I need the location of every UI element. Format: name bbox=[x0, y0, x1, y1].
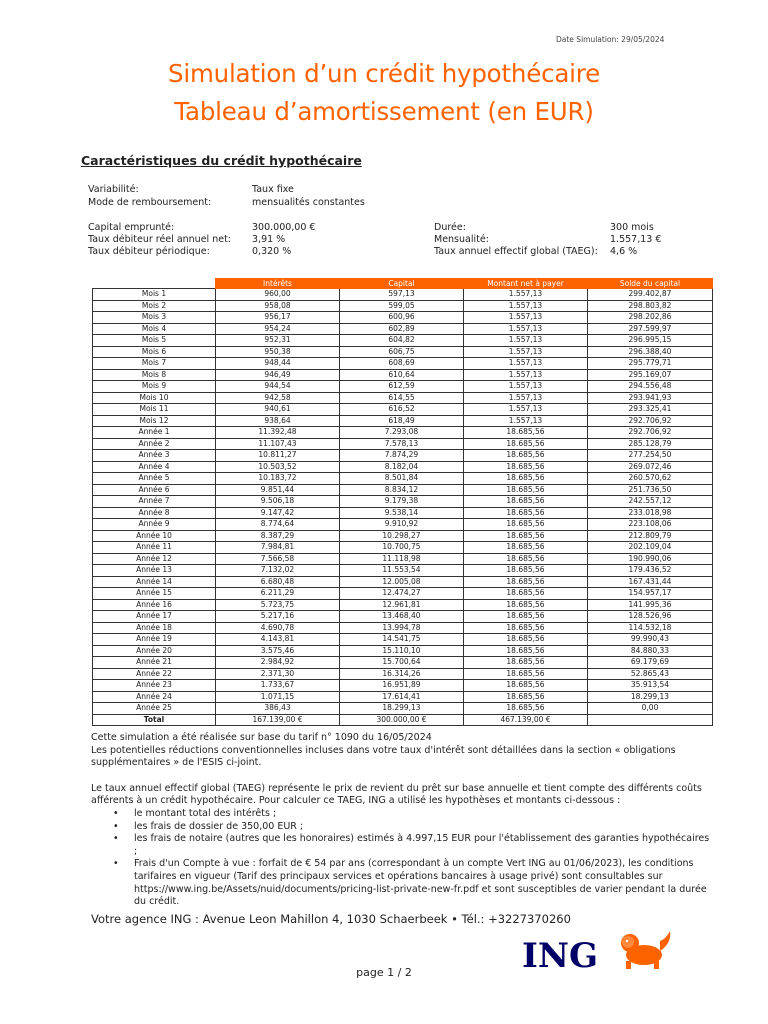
cell-montant-net: 467.139,00 € bbox=[464, 714, 588, 726]
page-title: Simulation d’un crédit hypothécaire bbox=[168, 59, 600, 88]
table-row bbox=[93, 404, 713, 416]
cell-interets: 4.143,81 bbox=[216, 634, 340, 646]
taeg-hypotheses-list bbox=[91, 808, 711, 909]
cell-montant-net: 18.685,56 bbox=[464, 576, 588, 588]
cell-interets: 948,44 bbox=[216, 358, 340, 370]
cell-row-label: Année 1 bbox=[93, 427, 216, 439]
cell-montant-net: 18.685,56 bbox=[464, 588, 588, 600]
cell-interets: 938,64 bbox=[216, 415, 340, 427]
cell-montant-net: 1.557,13 bbox=[464, 300, 588, 312]
cell-solde: 295.169,07 bbox=[588, 369, 713, 381]
page-subtitle: Tableau d’amortissement (en EUR) bbox=[174, 97, 594, 126]
table-header-row bbox=[93, 279, 713, 289]
cell-montant-net: 1.557,13 bbox=[464, 404, 588, 416]
cell-solde: 212.809,79 bbox=[588, 530, 713, 542]
cell-solde: 293.325,41 bbox=[588, 404, 713, 416]
cell-row-label: Année 12 bbox=[93, 553, 216, 565]
table-row bbox=[93, 484, 713, 496]
note-taeg: Le taux annuel effectif global (TAEG) représente le prix de revient du prêt sur base annuelle et tient compte des différents coûts afférents à un crédit hypothécaire. Pour calculer ce TAEG, ING a utilisé les hypothèses et montants ci-dessous : bbox=[91, 782, 702, 807]
table-row bbox=[93, 565, 713, 577]
cell-capital: 616,52 bbox=[340, 404, 464, 416]
cell-solde: 297.599,97 bbox=[588, 323, 713, 335]
cell-solde: 18.299,13 bbox=[588, 691, 713, 703]
table-row bbox=[93, 392, 713, 404]
cell-capital: 16.314,26 bbox=[340, 668, 464, 680]
cell-interets: 167.139,00 € bbox=[216, 714, 340, 726]
cell-row-label: Année 4 bbox=[93, 461, 216, 473]
cell-solde: 179.436,52 bbox=[588, 565, 713, 577]
cell-interets: 7.566,58 bbox=[216, 553, 340, 565]
cell-capital: 614,55 bbox=[340, 392, 464, 404]
taux-periodique-value: 0,320 % bbox=[252, 246, 292, 257]
table-row bbox=[93, 496, 713, 508]
cell-solde: 251.736,50 bbox=[588, 484, 713, 496]
cell-montant-net: 18.685,56 bbox=[464, 599, 588, 611]
cell-solde: 242.557,12 bbox=[588, 496, 713, 508]
section-title: Caractéristiques du crédit hypothécaire bbox=[81, 153, 362, 168]
amortization-table bbox=[92, 278, 713, 726]
table-row bbox=[93, 542, 713, 554]
cell-interets: 952,31 bbox=[216, 335, 340, 347]
cell-montant-net: 18.685,56 bbox=[464, 427, 588, 439]
cell-row-label: Année 6 bbox=[93, 484, 216, 496]
table-row bbox=[93, 473, 713, 485]
cell-row-label: Année 22 bbox=[93, 668, 216, 680]
cell-row-label: Mois 5 bbox=[93, 335, 216, 347]
table-row bbox=[93, 691, 713, 703]
cell-interets: 6.680,48 bbox=[216, 576, 340, 588]
table-row bbox=[93, 335, 713, 347]
cell-solde: 269.072,46 bbox=[588, 461, 713, 473]
cell-solde: 293.941,93 bbox=[588, 392, 713, 404]
cell-solde: 299.402,87 bbox=[588, 289, 713, 301]
cell-row-label: Année 18 bbox=[93, 622, 216, 634]
cell-solde: 277.254,50 bbox=[588, 450, 713, 462]
table-row bbox=[93, 427, 713, 439]
cell-solde: 295.779,71 bbox=[588, 358, 713, 370]
cell-row-label: Mois 9 bbox=[93, 381, 216, 393]
cell-interets: 958,08 bbox=[216, 300, 340, 312]
list-item: • le montant total des intérêts ; bbox=[91, 808, 711, 821]
header-interets: Intérêts bbox=[216, 279, 340, 289]
cell-row-label: Mois 2 bbox=[93, 300, 216, 312]
cell-capital: 608,69 bbox=[340, 358, 464, 370]
ing-logo-text: ING bbox=[522, 936, 599, 975]
cell-row-label: Année 16 bbox=[93, 599, 216, 611]
cell-solde: 154.957,17 bbox=[588, 588, 713, 600]
cell-row-label: Mois 3 bbox=[93, 312, 216, 324]
cell-capital: 12.005,08 bbox=[340, 576, 464, 588]
table-row bbox=[93, 346, 713, 358]
cell-interets: 1.733,67 bbox=[216, 680, 340, 692]
list-item: • les frais de dossier de 350,00 EUR ; bbox=[91, 821, 711, 834]
cell-solde: 52.865,43 bbox=[588, 668, 713, 680]
cell-capital: 7.293,08 bbox=[340, 427, 464, 439]
table-row bbox=[93, 576, 713, 588]
cell-capital: 7.578,13 bbox=[340, 438, 464, 450]
mode-value: mensualités constantes bbox=[252, 197, 365, 208]
cell-row-label: Année 2 bbox=[93, 438, 216, 450]
cell-row-label: Mois 10 bbox=[93, 392, 216, 404]
taeg-label: Taux annuel effectif global (TAEG): bbox=[434, 246, 598, 257]
cell-row-label: Année 11 bbox=[93, 542, 216, 554]
cell-montant-net: 1.557,13 bbox=[464, 381, 588, 393]
cell-montant-net: 18.685,56 bbox=[464, 645, 588, 657]
cell-montant-net: 18.685,56 bbox=[464, 473, 588, 485]
cell-row-label: Année 14 bbox=[93, 576, 216, 588]
table-total-row bbox=[93, 714, 713, 726]
cell-montant-net: 18.685,56 bbox=[464, 519, 588, 531]
taux-periodique-label: Taux débiteur périodique: bbox=[88, 246, 210, 257]
cell-capital: 16.951,89 bbox=[340, 680, 464, 692]
cell-interets: 9.851,44 bbox=[216, 484, 340, 496]
cell-solde: 114.532,18 bbox=[588, 622, 713, 634]
table-row bbox=[93, 519, 713, 531]
cell-montant-net: 18.685,56 bbox=[464, 703, 588, 715]
cell-montant-net: 18.685,56 bbox=[464, 680, 588, 692]
cell-montant-net: 1.557,13 bbox=[464, 392, 588, 404]
cell-capital: 7.874,29 bbox=[340, 450, 464, 462]
cell-interets: 946,49 bbox=[216, 369, 340, 381]
table-row bbox=[93, 553, 713, 565]
cell-solde: 233.018,98 bbox=[588, 507, 713, 519]
cell-montant-net: 18.685,56 bbox=[464, 438, 588, 450]
cell-interets: 954,24 bbox=[216, 323, 340, 335]
table-row bbox=[93, 680, 713, 692]
notes bbox=[91, 732, 711, 909]
cell-interets: 2.984,92 bbox=[216, 657, 340, 669]
duree-value: 300 mois bbox=[610, 222, 654, 233]
table-row bbox=[93, 507, 713, 519]
cell-montant-net: 18.685,56 bbox=[464, 565, 588, 577]
cell-row-label: Année 24 bbox=[93, 691, 216, 703]
table-row bbox=[93, 599, 713, 611]
cell-capital: 12.474,27 bbox=[340, 588, 464, 600]
mensualite-label: Mensualité: bbox=[434, 234, 489, 245]
table-row bbox=[93, 588, 713, 600]
cell-montant-net: 18.685,56 bbox=[464, 657, 588, 669]
cell-montant-net: 1.557,13 bbox=[464, 358, 588, 370]
cell-row-label: Année 5 bbox=[93, 473, 216, 485]
cell-solde: 35.913,54 bbox=[588, 680, 713, 692]
cell-solde: 0,00 bbox=[588, 703, 713, 715]
table-row bbox=[93, 415, 713, 427]
cell-interets: 10.183,72 bbox=[216, 473, 340, 485]
cell-capital: 13.994,78 bbox=[340, 622, 464, 634]
cell-capital: 602,89 bbox=[340, 323, 464, 335]
cell-row-label: Année 17 bbox=[93, 611, 216, 623]
table-row bbox=[93, 323, 713, 335]
header-montant: Montant net à payer bbox=[464, 279, 588, 289]
cell-montant-net: 18.685,56 bbox=[464, 461, 588, 473]
cell-montant-net: 18.685,56 bbox=[464, 691, 588, 703]
table-row bbox=[93, 461, 713, 473]
cell-capital: 12.961,81 bbox=[340, 599, 464, 611]
cell-capital: 17.614,41 bbox=[340, 691, 464, 703]
cell-solde: 141.995,36 bbox=[588, 599, 713, 611]
header-solde: Solde du capital bbox=[588, 279, 713, 289]
mensualite-value: 1.557,13 € bbox=[610, 234, 662, 245]
cell-solde: 294.556,48 bbox=[588, 381, 713, 393]
cell-montant-net: 18.685,56 bbox=[464, 530, 588, 542]
cell-capital: 8.501,84 bbox=[340, 473, 464, 485]
header-capital: Capital bbox=[340, 279, 464, 289]
cell-montant-net: 1.557,13 bbox=[464, 312, 588, 324]
cell-montant-net: 1.557,13 bbox=[464, 346, 588, 358]
cell-solde: 69.179,69 bbox=[588, 657, 713, 669]
cell-row-label: Mois 4 bbox=[93, 323, 216, 335]
agency-contact: Votre agence ING : Avenue Leon Mahillon 4, 1030 Schaerbeek • Tél.: +3227370260 bbox=[91, 912, 571, 926]
lion-icon bbox=[621, 931, 670, 969]
cell-interets: 6.211,29 bbox=[216, 588, 340, 600]
cell-capital: 11.553,54 bbox=[340, 565, 464, 577]
date-simulation: Date Simulation: 29/05/2024 bbox=[556, 35, 665, 44]
cell-row-label: Mois 7 bbox=[93, 358, 216, 370]
cell-capital: 600,96 bbox=[340, 312, 464, 324]
cell-interets: 944,54 bbox=[216, 381, 340, 393]
cell-interets: 942,58 bbox=[216, 392, 340, 404]
cell-solde: 99.990,43 bbox=[588, 634, 713, 646]
cell-interets: 940,61 bbox=[216, 404, 340, 416]
cell-capital: 8.834,12 bbox=[340, 484, 464, 496]
table-row bbox=[93, 657, 713, 669]
table-row bbox=[93, 369, 713, 381]
cell-capital: 612,59 bbox=[340, 381, 464, 393]
cell-capital: 15.110,10 bbox=[340, 645, 464, 657]
cell-row-label: Année 25 bbox=[93, 703, 216, 715]
taux-reel-value: 3,91 % bbox=[252, 234, 286, 245]
cell-row-label: Mois 11 bbox=[93, 404, 216, 416]
cell-capital: 606,75 bbox=[340, 346, 464, 358]
cell-montant-net: 1.557,13 bbox=[464, 369, 588, 381]
cell-capital: 599,05 bbox=[340, 300, 464, 312]
table-row bbox=[93, 645, 713, 657]
duree-label: Durée: bbox=[434, 222, 466, 233]
cell-row-label: Année 21 bbox=[93, 657, 216, 669]
cell-capital: 9.538,14 bbox=[340, 507, 464, 519]
cell-interets: 960,00 bbox=[216, 289, 340, 301]
cell-montant-net: 1.557,13 bbox=[464, 415, 588, 427]
cell-montant-net: 18.685,56 bbox=[464, 450, 588, 462]
cell-capital: 300.000,00 € bbox=[340, 714, 464, 726]
cell-row-label: Mois 12 bbox=[93, 415, 216, 427]
cell-interets: 4.690,78 bbox=[216, 622, 340, 634]
table-row bbox=[93, 289, 713, 301]
cell-capital: 9.910,92 bbox=[340, 519, 464, 531]
cell-interets: 9.147,42 bbox=[216, 507, 340, 519]
cell-solde: 223.108,06 bbox=[588, 519, 713, 531]
cell-row-label: Année 19 bbox=[93, 634, 216, 646]
cell-solde: 298.202,86 bbox=[588, 312, 713, 324]
table-row bbox=[93, 450, 713, 462]
cell-interets: 11.392,48 bbox=[216, 427, 340, 439]
cell-row-label: Année 9 bbox=[93, 519, 216, 531]
cell-capital: 597,13 bbox=[340, 289, 464, 301]
cell-solde: 84.880,33 bbox=[588, 645, 713, 657]
cell-montant-net: 1.557,13 bbox=[464, 335, 588, 347]
cell-solde: 128.526,96 bbox=[588, 611, 713, 623]
cell-solde: 298.803,82 bbox=[588, 300, 713, 312]
table-row bbox=[93, 530, 713, 542]
cell-interets: 7.984,81 bbox=[216, 542, 340, 554]
table-row bbox=[93, 312, 713, 324]
cell-capital: 13.468,40 bbox=[340, 611, 464, 623]
header-blank bbox=[93, 279, 216, 289]
cell-solde: 285.128,79 bbox=[588, 438, 713, 450]
cell-interets: 386,43 bbox=[216, 703, 340, 715]
cell-capital: 15.700,64 bbox=[340, 657, 464, 669]
cell-interets: 10.811,27 bbox=[216, 450, 340, 462]
table-row bbox=[93, 611, 713, 623]
cell-capital: 10.700,75 bbox=[340, 542, 464, 554]
cell-montant-net: 18.685,56 bbox=[464, 622, 588, 634]
capital-value: 300.000,00 € bbox=[252, 222, 316, 233]
cell-row-label: Année 15 bbox=[93, 588, 216, 600]
table-row bbox=[93, 703, 713, 715]
cell-row-label: Année 7 bbox=[93, 496, 216, 508]
cell-capital: 610,64 bbox=[340, 369, 464, 381]
note-tarif: Cette simulation a été réalisée sur base du tarif n° 1090 du 16/05/2024 bbox=[91, 732, 432, 743]
cell-row-label: Année 8 bbox=[93, 507, 216, 519]
cell-interets: 10.503,52 bbox=[216, 461, 340, 473]
cell-row-label: Année 3 bbox=[93, 450, 216, 462]
table-row bbox=[93, 381, 713, 393]
cell-montant-net: 18.685,56 bbox=[464, 542, 588, 554]
cell-solde: 292.706,92 bbox=[588, 415, 713, 427]
cell-interets: 3.575,46 bbox=[216, 645, 340, 657]
cell-interets: 11.107,43 bbox=[216, 438, 340, 450]
cell-montant-net: 1.557,13 bbox=[464, 323, 588, 335]
variabilite-value: Taux fixe bbox=[252, 184, 294, 195]
table-row bbox=[93, 438, 713, 450]
cell-capital: 18.299,13 bbox=[340, 703, 464, 715]
cell-interets: 7.132,02 bbox=[216, 565, 340, 577]
cell-row-label: Total bbox=[93, 714, 216, 726]
cell-row-label: Année 10 bbox=[93, 530, 216, 542]
cell-row-label: Année 20 bbox=[93, 645, 216, 657]
cell-row-label: Année 13 bbox=[93, 565, 216, 577]
cell-row-label: Mois 8 bbox=[93, 369, 216, 381]
cell-montant-net: 18.685,56 bbox=[464, 553, 588, 565]
cell-row-label: Mois 1 bbox=[93, 289, 216, 301]
cell-montant-net: 18.685,56 bbox=[464, 634, 588, 646]
cell-capital: 8.182,04 bbox=[340, 461, 464, 473]
table-body bbox=[93, 289, 713, 726]
list-item: • les frais de notaire (autres que les honoraires) estimés à 4.997,15 EUR pour l'établissement des garanties hypothécaires ; bbox=[91, 833, 711, 858]
cell-solde: 260.570,62 bbox=[588, 473, 713, 485]
cell-solde: 292.706,92 bbox=[588, 427, 713, 439]
note-reductions: Les potentielles réductions conventionnelles incluses dans votre taux d'intérêt sont détaillées dans la section « obligations supplémentaires » de l'ESIS ci-joint. bbox=[91, 744, 676, 769]
cell-montant-net: 18.685,56 bbox=[464, 668, 588, 680]
cell-montant-net: 1.557,13 bbox=[464, 289, 588, 301]
cell-capital: 11.118,98 bbox=[340, 553, 464, 565]
variabilite-label: Variabilité: bbox=[88, 184, 139, 195]
cell-capital: 10.298,27 bbox=[340, 530, 464, 542]
cell-interets: 8.387,29 bbox=[216, 530, 340, 542]
cell-solde: 296.388,40 bbox=[588, 346, 713, 358]
cell-capital: 9.179,38 bbox=[340, 496, 464, 508]
cell-montant-net: 18.685,56 bbox=[464, 611, 588, 623]
cell-interets: 5.217,16 bbox=[216, 611, 340, 623]
taux-reel-label: Taux débiteur réel annuel net: bbox=[88, 234, 232, 245]
table-row bbox=[93, 634, 713, 646]
table-row bbox=[93, 300, 713, 312]
cell-interets: 1.071,15 bbox=[216, 691, 340, 703]
cell-capital: 618,49 bbox=[340, 415, 464, 427]
cell-montant-net: 18.685,56 bbox=[464, 507, 588, 519]
table-row bbox=[93, 668, 713, 680]
taeg-value: 4,6 % bbox=[610, 246, 638, 257]
cell-solde: 167.431,44 bbox=[588, 576, 713, 588]
capital-label: Capital emprunté: bbox=[88, 222, 175, 233]
cell-row-label: Année 23 bbox=[93, 680, 216, 692]
mode-label: Mode de remboursement: bbox=[88, 197, 212, 208]
cell-montant-net: 18.685,56 bbox=[464, 484, 588, 496]
cell-montant-net: 18.685,56 bbox=[464, 496, 588, 508]
cell-interets: 2.371,30 bbox=[216, 668, 340, 680]
table-row bbox=[93, 358, 713, 370]
cell-capital: 14.541,75 bbox=[340, 634, 464, 646]
cell-interets: 8.774,64 bbox=[216, 519, 340, 531]
cell-interets: 5.723,75 bbox=[216, 599, 340, 611]
cell-capital: 604,82 bbox=[340, 335, 464, 347]
cell-solde: 202.109,04 bbox=[588, 542, 713, 554]
cell-row-label: Mois 6 bbox=[93, 346, 216, 358]
cell-solde: 296.995,15 bbox=[588, 335, 713, 347]
page-number: page 1 / 2 bbox=[356, 966, 412, 979]
cell-solde: 190.990,06 bbox=[588, 553, 713, 565]
cell-interets: 950,38 bbox=[216, 346, 340, 358]
cell-interets: 9.506,18 bbox=[216, 496, 340, 508]
cell-solde bbox=[588, 714, 713, 726]
list-item: • Frais d'un Compte à vue : forfait de € 54 par ans (correspondant à un compte Vert ING au 01/06/2023), les conditions tarifaires en vigueur (Tarif des principaux services et opérations bancaires à usage privé) sont consultables sur https://www.ing.be/Assets/nuid/documents/pricing-list-private-new-fr.pdf et sont susceptibles de varier pendant la durée du crédit. bbox=[91, 858, 711, 908]
table-row bbox=[93, 622, 713, 634]
cell-interets: 956,17 bbox=[216, 312, 340, 324]
